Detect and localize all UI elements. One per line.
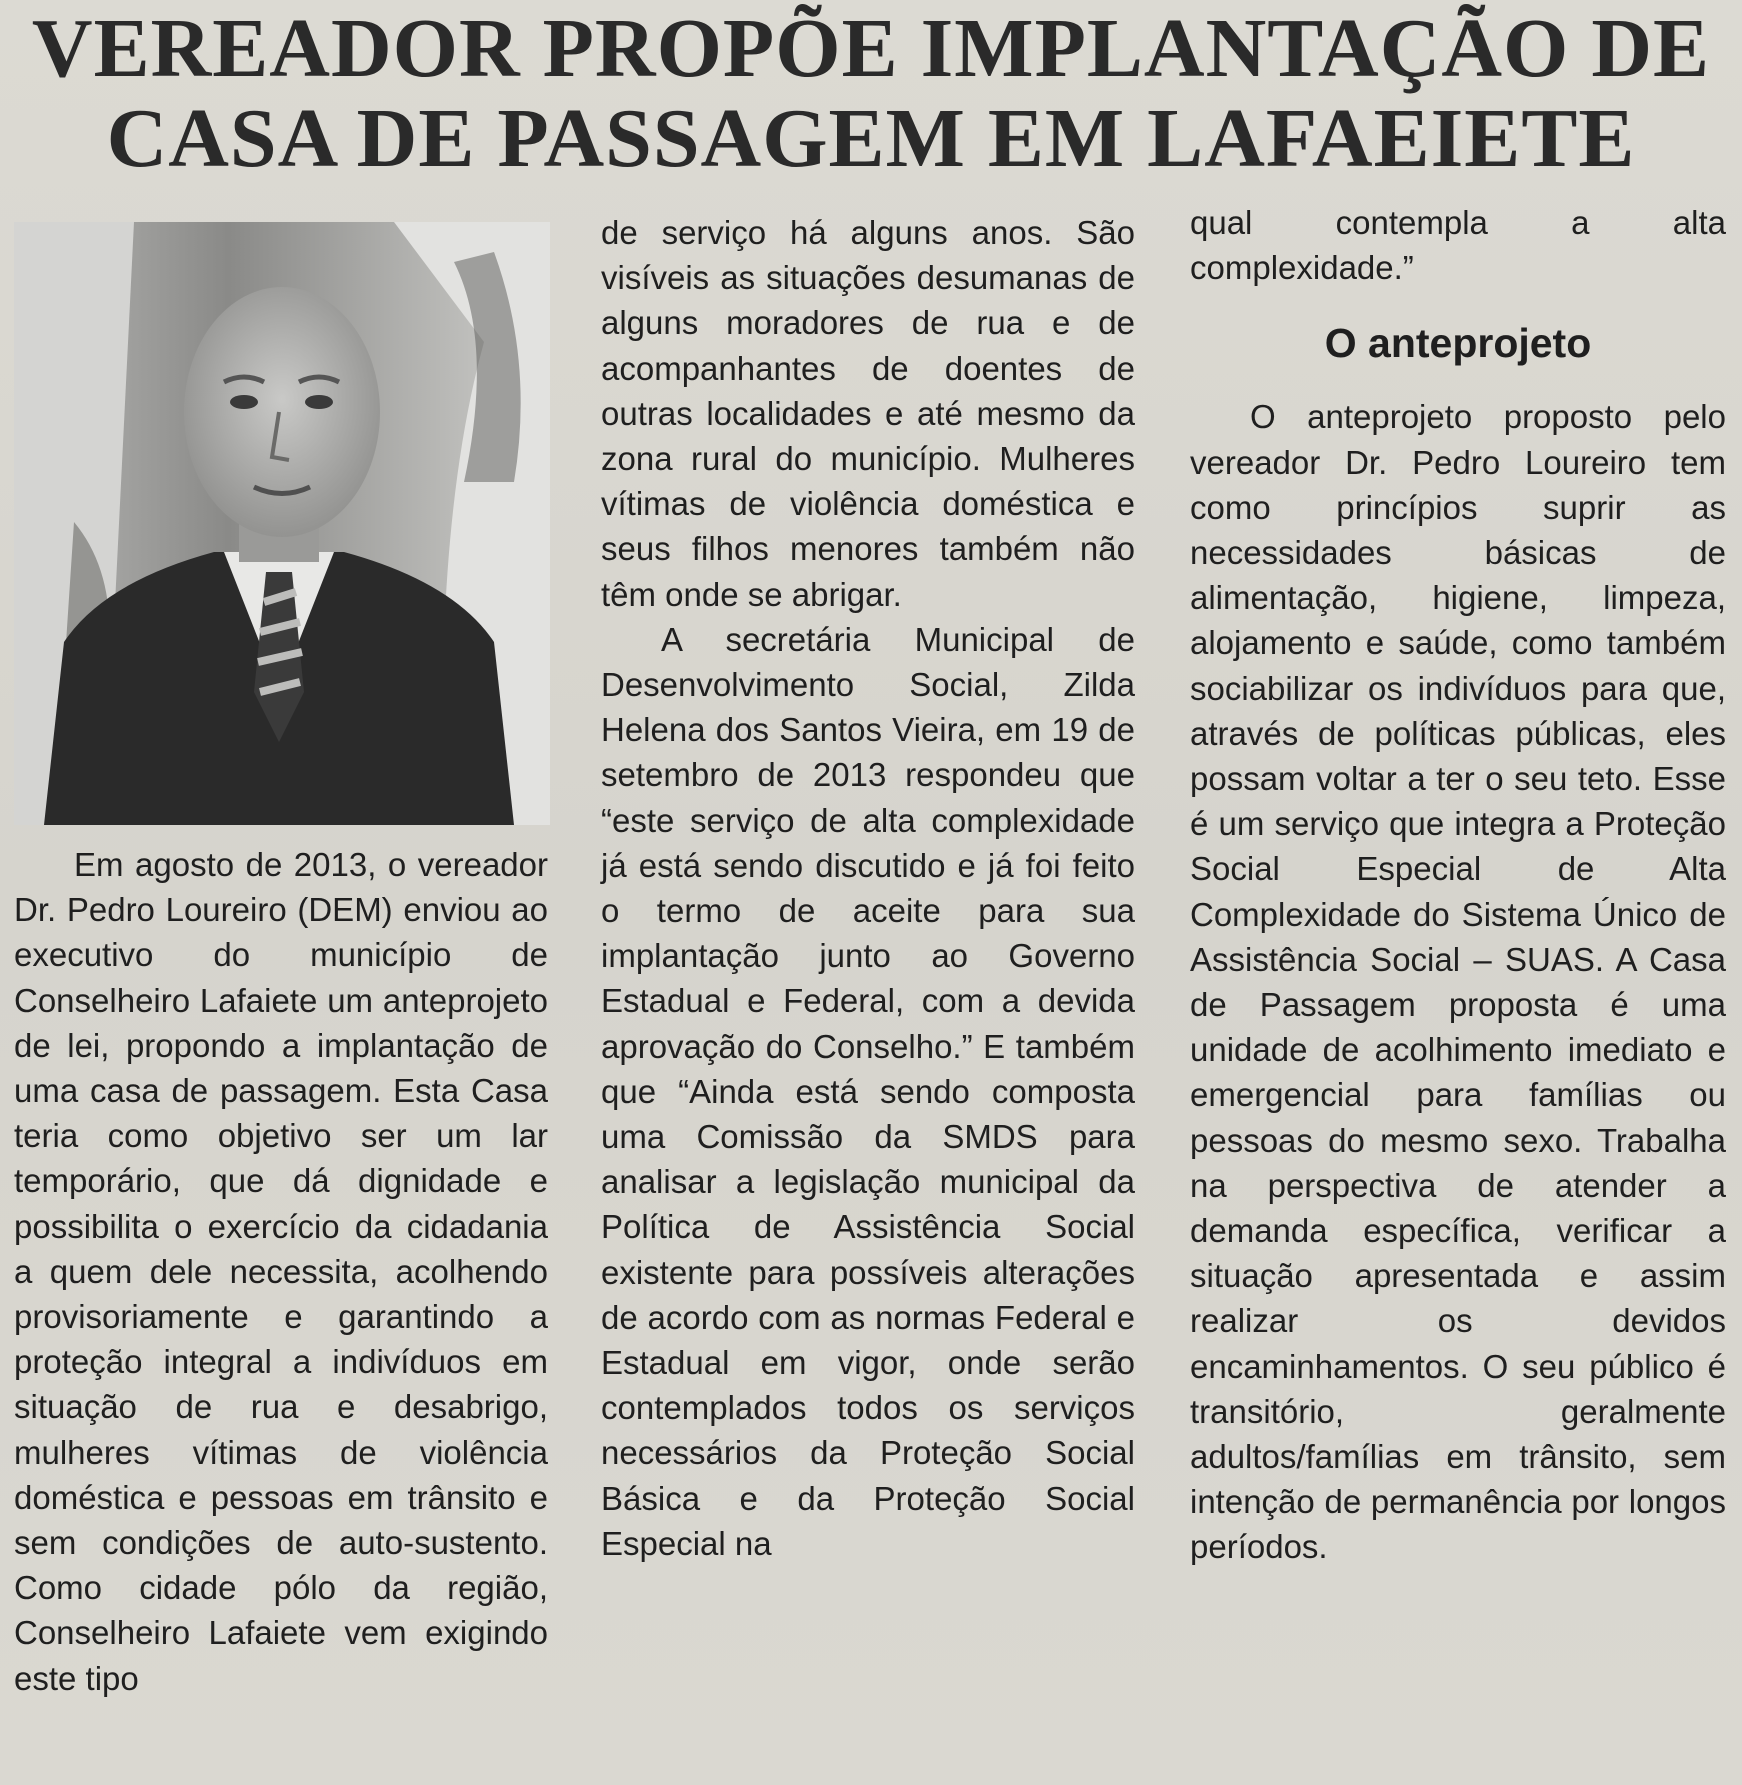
headline-line-2: CASA DE PASSAGEM EM LAFAEIETE [106, 92, 1636, 185]
column-1-paragraph: Em agosto de 2013, o vereador Dr. Pedro Loureiro (DEM) enviou ao executivo do município de Conselheiro Lafaiete um anteprojeto de lei, propondo a implantação de uma casa de passagem. Esta Casa teria como objetivo ser um lar temporário, que dá dignidade e possibilita o exercício da cidadania a quem dele necessita, acolhendo provisoriamente e garantindo a proteção integral a indivíduos em situação de rua e desabrigo, mulheres vítimas de violência doméstica e pessoas em trânsito e sem condições de auto-sustento. Como cidade pólo da região, Conselheiro Lafaiete vem exigindo este tipo [14, 846, 548, 1697]
column-1 [14, 842, 548, 1701]
portrait-illustration [14, 222, 550, 825]
column-2 [601, 210, 1135, 1566]
headline [0, 0, 1742, 184]
column-3-paragraph-1: qual contempla a alta complexidade.” [1190, 204, 1726, 287]
column-3 [1190, 200, 1726, 1570]
column-2-paragraph-1: de serviço há alguns anos. São visíveis as situações desumanas de alguns moradores de rua e de acompanhantes de doentes de outras localidades e até mesmo da zona rural do município. Mulheres vítimas de violência doméstica e seus filhos menores também não têm onde se abrigar. [601, 214, 1135, 613]
portrait-photo [14, 222, 550, 825]
column-2-paragraph-2: A secretária Municipal de Desenvolvimento Social, Zilda Helena dos Santos Vieira, em 19 de setembro de 2013 respondeu que “este serviço de alta complexidade já está sendo discutido e já foi feito o termo de aceite para sua implantação junto ao Governo Estadual e Federal, com a devida aprovação do Conselho.” E também que “Ainda está sendo composta uma Comissão da SMDS para analisar a legislação municipal da Política de Assistência Social existente para possíveis alterações de acordo com as normas Federal e Estadual em vigor, onde serão contemplados todos os serviços necessários da Proteção Social Básica e da Proteção Social Especial na [601, 620, 1135, 1562]
section-subheading: O anteprojeto [1324, 320, 1592, 367]
headline-line-1: VEREADOR PROPÕE IMPLANTAÇÃO DE [31, 2, 1711, 95]
column-3-paragraph-2: O anteprojeto proposto pelo vereador Dr. Pedro Loureiro tem como princípios suprir as necessidades básicas de alimentação, higiene, limpeza, alojamento e saúde, como também sociabilizar os indivíduos para que, através de políticas públicas, eles possam voltar a ter o seu teto. Esse é um serviço que integra a Proteção Social Especial de Alta Complexidade do Sistema Único de Assistência Social – SUAS. A Casa de Passagem proposta é uma unidade de acolhimento imediato e emergencial para famílias ou pessoas do mesmo sexo. Trabalha na perspectiva de atender a demanda específica, verificar a situação apresentada e assim realizar os devidos encaminhamentos. O seu público é transitório, geralmente adultos/famílias em trânsito, sem intenção de permanência por longos períodos. [1190, 398, 1726, 1566]
